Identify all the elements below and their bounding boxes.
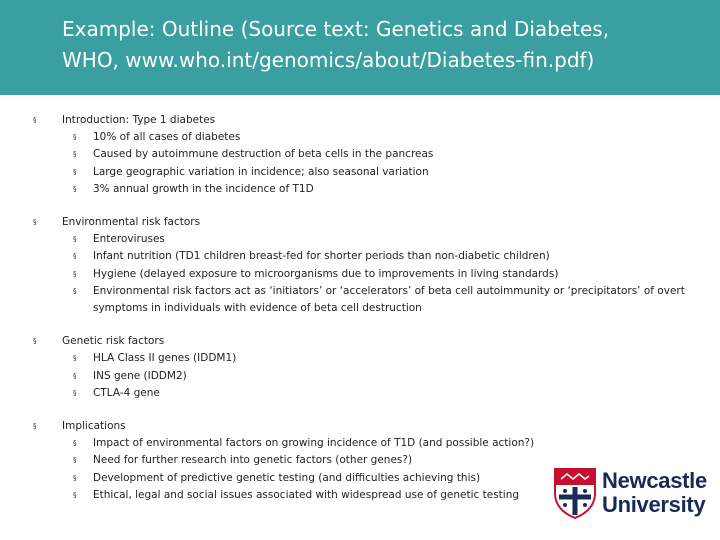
section-heading [0, 333, 720, 350]
list-item-text: Large geographic variation in incidence; also seasonal variation [93, 165, 429, 178]
list-item-text: 10% of all cases of diabetes [93, 131, 241, 144]
outline-section [0, 112, 720, 198]
bullet-icon: § [33, 337, 37, 346]
list-item-text: Development of predictive genetic testing (and difficulties achieving this) [93, 471, 481, 484]
outline-content [0, 112, 720, 504]
section-heading [0, 112, 720, 129]
bullet-icon: § [73, 354, 77, 363]
section-heading-text: Environmental risk factors [62, 216, 201, 229]
section-heading [0, 418, 720, 435]
bullet-icon: § [73, 490, 77, 499]
logo-line-newcastle: Newcastle [602, 468, 707, 493]
logo-line-university: University [602, 492, 706, 517]
list-item-text: Impact of environmental factors on growing incidence of T1D (and possible action?) [93, 437, 535, 450]
bullet-icon: § [73, 184, 77, 193]
bullet-icon: § [73, 150, 77, 159]
list-item-text: Enteroviruses [93, 233, 165, 246]
bullet-icon: § [73, 473, 77, 482]
bullet-icon: § [73, 456, 77, 465]
list-item-text: HLA Class II genes (IDDM1) [93, 352, 237, 365]
bullet-icon: § [73, 167, 77, 176]
newcastle-university-logo [553, 467, 713, 519]
bullet-icon: § [73, 235, 77, 244]
section-heading-text: Genetic risk factors [62, 335, 165, 348]
outline-section [0, 214, 720, 317]
bullet-icon: § [33, 218, 37, 227]
list-item [0, 248, 720, 265]
list-item-text: 3% annual growth in the incidence of T1D [93, 182, 314, 195]
section-heading-text: Implications [62, 420, 126, 433]
list-item [0, 350, 720, 367]
section-heading-text: Introduction: Type 1 diabetes [62, 114, 216, 126]
bullet-icon: § [73, 252, 77, 261]
bullet-icon: § [33, 116, 37, 124]
bullet-icon: § [33, 422, 37, 431]
slide-title: Example: Outline (Source text: Genetics and Diabetes, WHO, www.who.int/genomics/about/Diabetes-fin.pdf) [62, 17, 610, 72]
list-item [0, 266, 720, 283]
list-item [0, 231, 720, 248]
list-item-text: Hygiene (delayed exposure to microorganisms due to improvements in living standards) [93, 267, 559, 280]
list-item [0, 146, 720, 163]
bullet-icon: § [73, 439, 77, 448]
bullet-icon: § [73, 269, 77, 278]
list-item [0, 385, 720, 402]
section-heading [0, 214, 720, 231]
list-item-text: Environmental risk factors act as ‘initiators’ or ‘accelerators’ of beta cell autoimmunity or ‘precipitators’ of overt symptoms in individuals with evidence of beta cell destruction [93, 284, 685, 315]
bullet-icon: § [73, 133, 77, 142]
list-item [0, 435, 720, 452]
list-item-text: Need for further research into genetic factors (other genes?) [93, 454, 413, 467]
list-item [0, 129, 720, 146]
list-item [0, 283, 720, 317]
bullet-icon: § [73, 286, 77, 295]
list-item [0, 368, 720, 385]
bullet-icon: § [73, 388, 77, 397]
list-item [0, 164, 720, 181]
list-item-text: INS gene (IDDM2) [93, 369, 187, 382]
title-banner [0, 0, 720, 95]
list-item-text: CTLA-4 gene [93, 386, 160, 399]
list-item-text: Infant nutrition (TD1 children breast-fed for shorter periods than non-diabetic children) [93, 250, 550, 263]
list-item-text: Ethical, legal and social issues associated with widespread use of genetic testing [93, 488, 520, 501]
list-item-text: Caused by autoimmune destruction of beta cells in the pancreas [93, 148, 434, 161]
outline-section [0, 333, 720, 402]
bullet-icon: § [73, 371, 77, 380]
list-item [0, 181, 720, 198]
logo-wordmark [602, 469, 707, 517]
university-crest-icon [553, 467, 597, 519]
